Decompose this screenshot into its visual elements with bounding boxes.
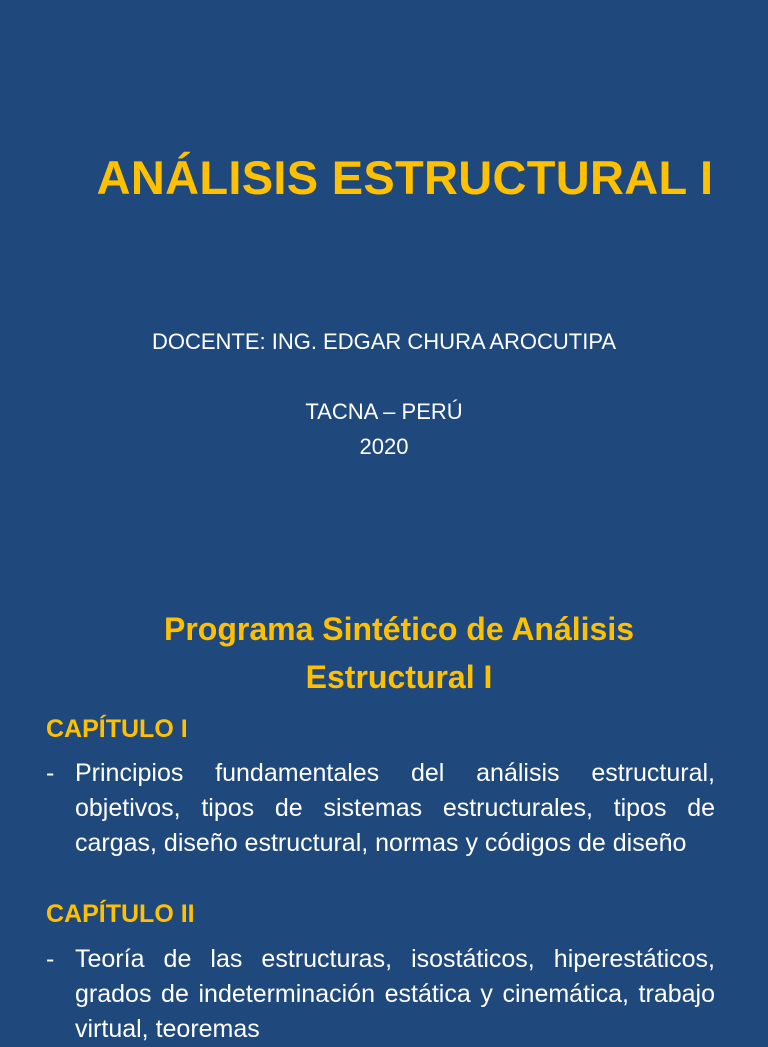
program-title — [60, 605, 738, 701]
bullet-dash: - — [46, 759, 55, 787]
course-title: ANÁLISIS ESTRUCTURAL I — [96, 151, 714, 204]
chapter-1-item — [46, 756, 715, 861]
chapter-2-item — [46, 942, 715, 1047]
chapter-1-heading: CAPÍTULO I — [46, 715, 188, 743]
chapter-2-heading: CAPÍTULO II — [46, 900, 195, 928]
program-slide — [0, 576, 768, 1043]
chapter-1-description: Principios fundamentales del análisis estructural, objetivos, tipos de sistemas estructurales, tipos de cargas, diseño estructural, normas y códigos de diseño — [75, 759, 715, 857]
program-title-line-1: Programa Sintético de Análisis — [163, 611, 635, 647]
bullet-dash: - — [46, 945, 55, 973]
docente-line: DOCENTE: ING. EDGAR CHURA AROCUTIPA — [151, 329, 617, 354]
program-title-line-2: Estructural I — [305, 659, 493, 695]
chapter-2-description: Teoría de las estructuras, isostáticos, hiperestáticos, grados de indeterminación estática y cinemática, trabajo virtual, teoremas — [75, 945, 715, 1043]
location-line: TACNA – PERÚ — [305, 399, 463, 424]
year-line: 2020 — [359, 434, 409, 459]
